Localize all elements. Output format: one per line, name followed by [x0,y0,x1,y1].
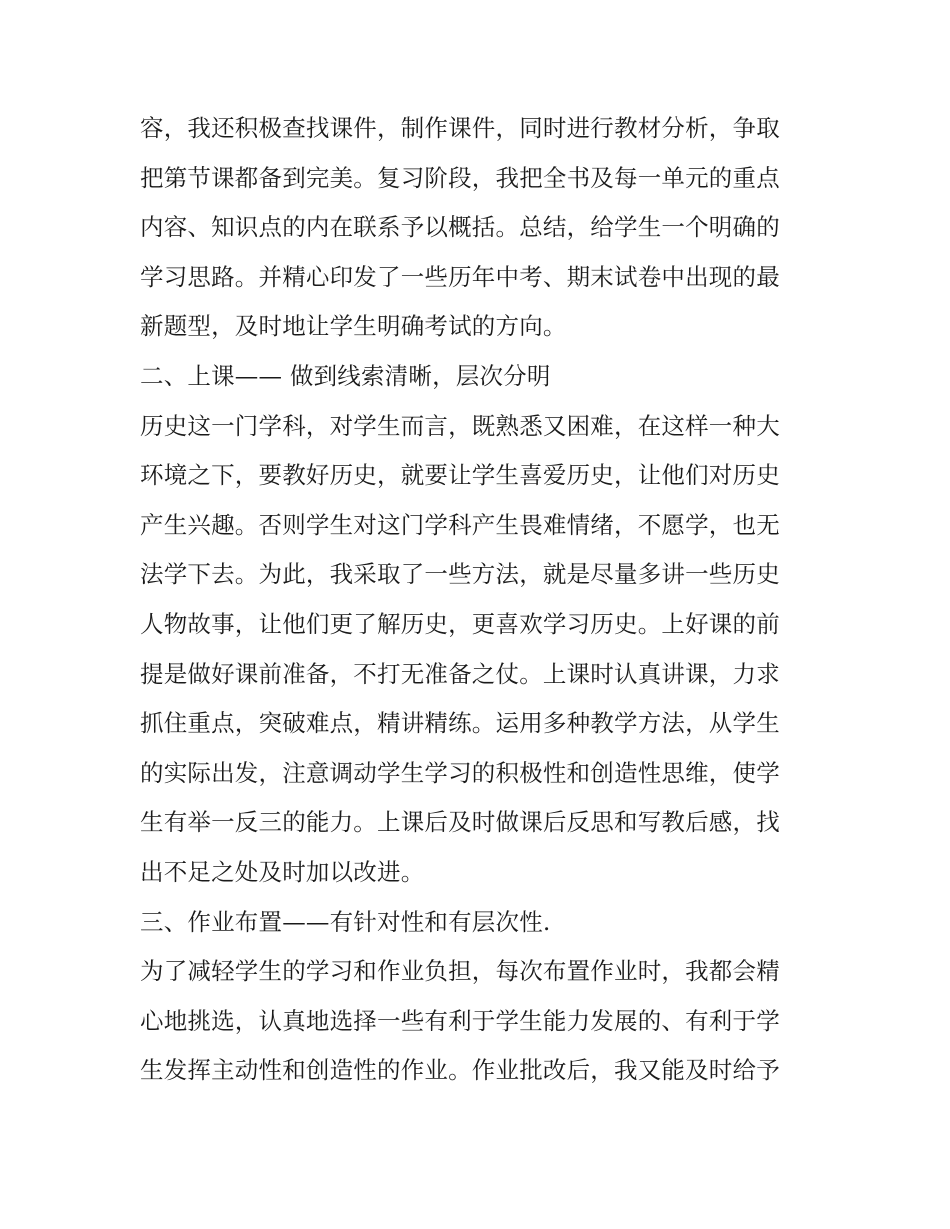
section-heading-2: 二、上课—— 做到线索清晰，层次分明 [140,361,551,390]
text-line: 法学下去。为此，我采取了一些方法，就是尽量多讲一些历史 [140,560,780,589]
section-heading-3: 三、作业布置——有针对性和有层次性. [140,907,551,936]
text-line: 生发挥主动性和创造性的作业。作业批改后，我又能及时给予 [140,1056,780,1085]
text-line: 心地挑选，认真地选择一些有利于学生能力发展的、有利于学 [140,1006,780,1035]
text-line: 环境之下，要教好历史，就要让学生喜爱历史，让他们对历史 [140,461,780,490]
text-line: 抓住重点，突破难点，精讲精练。运用多种教学方法，从学生 [140,709,780,738]
text-line: 生有举一反三的能力。上课后及时做课后反思和写教后感，找 [140,808,780,837]
text-line: 学习思路。并精心印发了一些历年中考、期末试卷中出现的最 [140,262,780,291]
text-line: 内容、知识点的内在联系予以概括。总结，给学生一个明确的 [140,213,780,242]
text-line: 出不足之处及时加以改进。 [140,857,425,886]
text-line: 新题型，及时地让学生明确考试的方向。 [140,312,567,341]
document-body [140,104,820,1096]
text-line: 为了减轻学生的学习和作业负担，每次布置作业时，我都会精 [140,957,780,986]
text-line: 人物故事，让他们更了解历史，更喜欢学习历史。上好课的前 [140,609,780,638]
text-line: 容，我还积极查找课件，制作课件，同时进行教材分析，争取 [140,114,780,142]
text-line: 提是做好课前准备，不打无准备之仗。上课时认真讲课，力求 [140,659,780,688]
text-line: 的实际出发，注意调动学生学习的积极性和创造性思维，使学 [140,758,780,787]
text-line: 把第节课都备到完美。复习阶段，我把全书及每一单元的重点 [140,163,780,192]
text-line: 历史这一门学科，对学生而言，既熟悉又困难，在这样一种大 [140,411,780,440]
text-line: 产生兴趣。否则学生对这门学科产生畏难情绪，不愿学，也无 [140,510,780,539]
